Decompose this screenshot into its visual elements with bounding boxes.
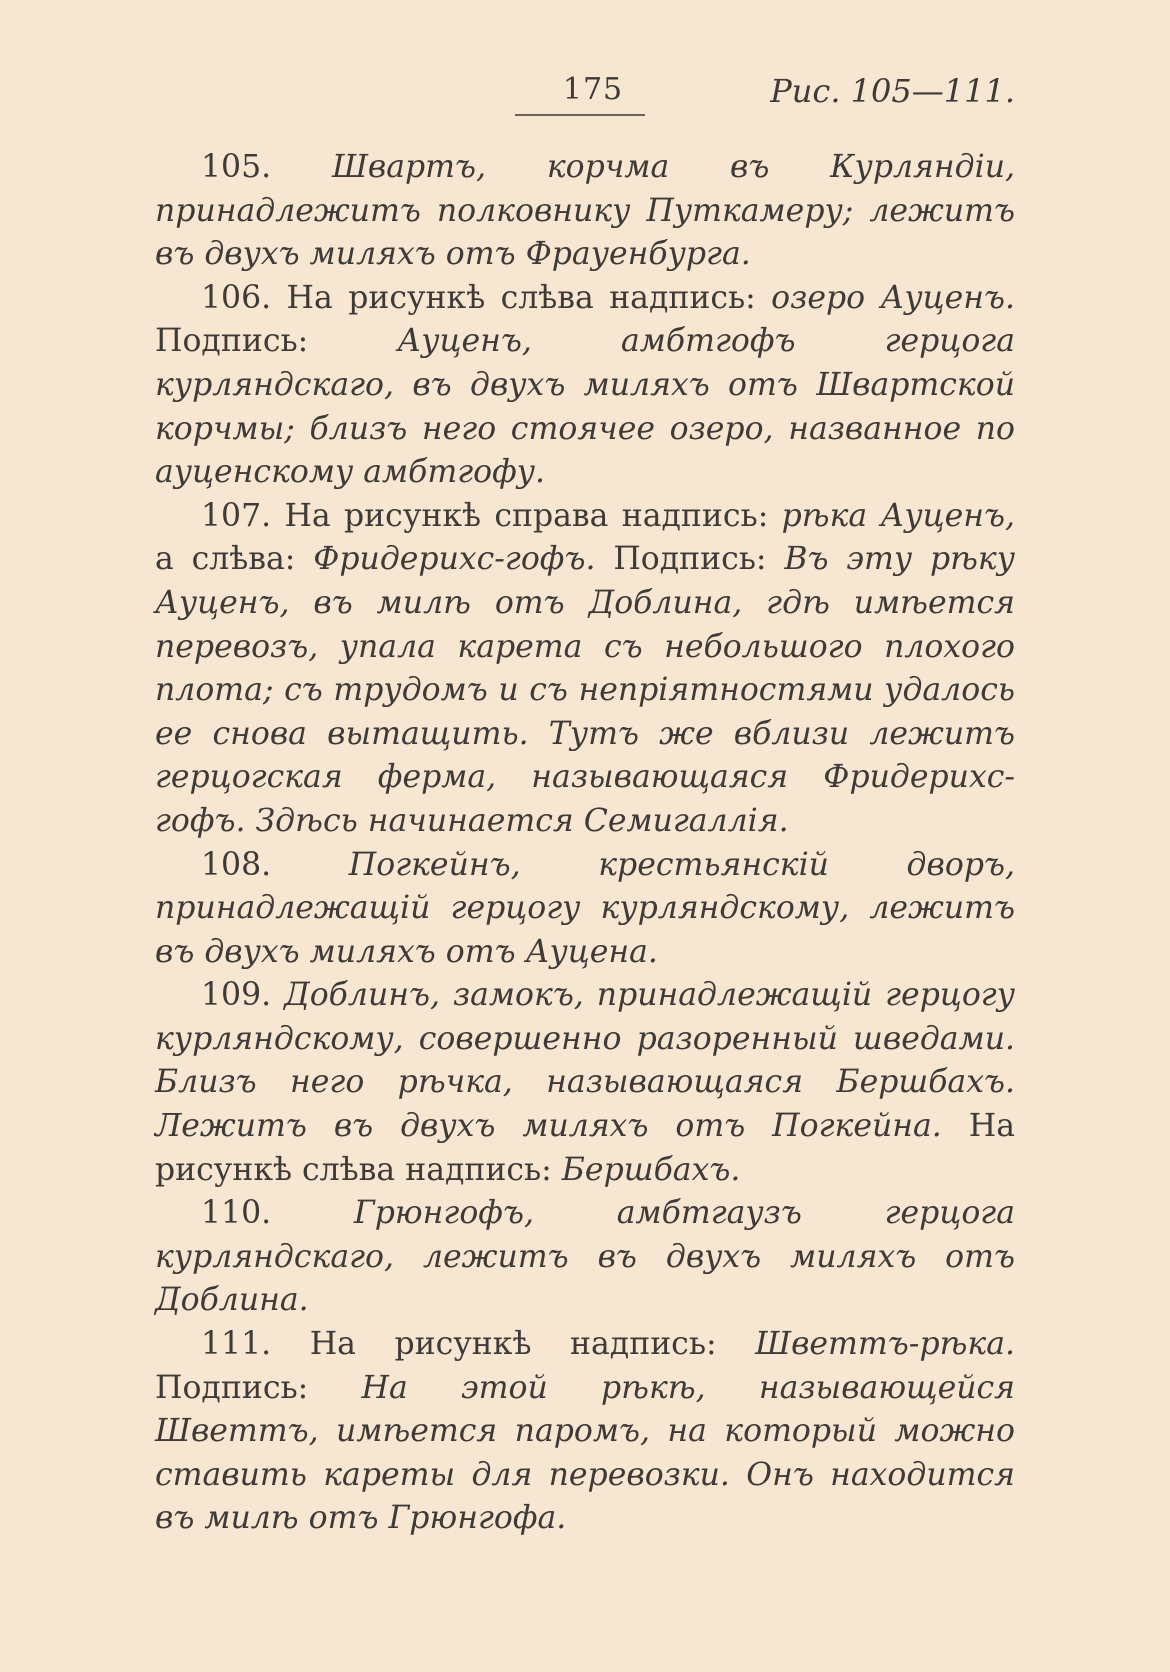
entry-inscription: рѣка Ауценъ, [781, 497, 1015, 534]
entry-number: 108. [201, 846, 272, 883]
entry-caption: На этой рѣкѣ, называющейся Шветтъ, имѣется паромъ, на который можно ставить кареты для перевозки. Онъ находится въ милѣ отъ Грюнгофа. [155, 1369, 1016, 1537]
entry-label: а слѣва: [155, 541, 296, 578]
entry-label: Подпись: [613, 541, 767, 578]
entry-number: 107. [201, 497, 272, 534]
entry-label: На рисункѣ надпись: [309, 1326, 717, 1363]
entry-105 [155, 146, 1015, 277]
entry-inscription: Бершбахъ. [561, 1151, 741, 1188]
entry-caption: Грюнгофъ, амбтгаузъ герцога курляндскаго, лежитъ въ двухъ миляхъ отъ Доблина. [155, 1195, 1015, 1319]
entry-label: На рисункѣ справа надпись: [284, 497, 769, 534]
entry-caption: Доблинъ, замокъ, принадлежащій герцогу курляндскому, совершенно разоренный шведами. Близъ него рѣчка, называющаяся Бершбахъ. Лежитъ въ двухъ миляхъ отъ Погкейна. [155, 977, 1016, 1145]
entry-inscription: Фридерихс-гофъ. [313, 541, 596, 578]
entry-label: Подпись: [155, 323, 309, 360]
entry-109 [155, 974, 1015, 1192]
page-number: 175 [562, 72, 624, 107]
entry-label: На рисункѣ слѣва надпись: [286, 279, 756, 316]
entry-110 [155, 1192, 1015, 1323]
entry-number: 106. [201, 279, 272, 316]
entry-number: 111. [201, 1326, 272, 1363]
entry-106 [155, 277, 1015, 495]
entry-caption: Погкейнъ, крестьянскій дворъ, принадлежащій герцогу курляндскому, лежитъ въ двухъ миляхъ отъ Ауцена. [155, 846, 1015, 970]
header-rule [515, 114, 645, 116]
entry-inscription: Шветтъ-рѣка. [755, 1326, 1016, 1363]
body-text [155, 146, 1015, 1541]
entry-number: 109. [201, 977, 272, 1014]
entry-caption: Ауценъ, амбтгофъ герцога курляндскаго, въ двухъ миляхъ отъ Швартской корчмы; близъ него стоячее озеро, названное по ауценскому амбтгофу. [155, 323, 1015, 491]
entry-inscription: озеро Ауценъ. [771, 279, 1015, 316]
entry-111 [155, 1323, 1015, 1541]
entry-108 [155, 844, 1015, 975]
page-header [155, 70, 1015, 120]
entry-label: Подпись: [155, 1369, 309, 1406]
entry-number: 105. [201, 149, 272, 185]
entry-107 [155, 495, 1015, 844]
entry-caption: Швартъ, корчма въ Курляндіи, принадлежитъ полковнику Путкамеру; лежитъ въ двухъ миляхъ отъ Фрауенбурга. [155, 149, 1015, 273]
entry-number: 110. [201, 1195, 272, 1232]
entry-label: На рисункѣ слѣва надпись: [155, 1108, 1016, 1188]
entry-caption: Въ эту рѣку Ауценъ, въ милѣ отъ Доблина, гдѣ имѣется перевозъ, упала карета съ небольшого плохого плота; съ трудомъ и съ непріятностями удалось ее снова вытащить. Тутъ же вблизи лежитъ герцогская ферма, называющаяся Фридерихс-гофъ. Здѣсь начинается Семигаллія. [155, 541, 1015, 839]
running-head: Рис. 105—111. [770, 72, 1015, 110]
